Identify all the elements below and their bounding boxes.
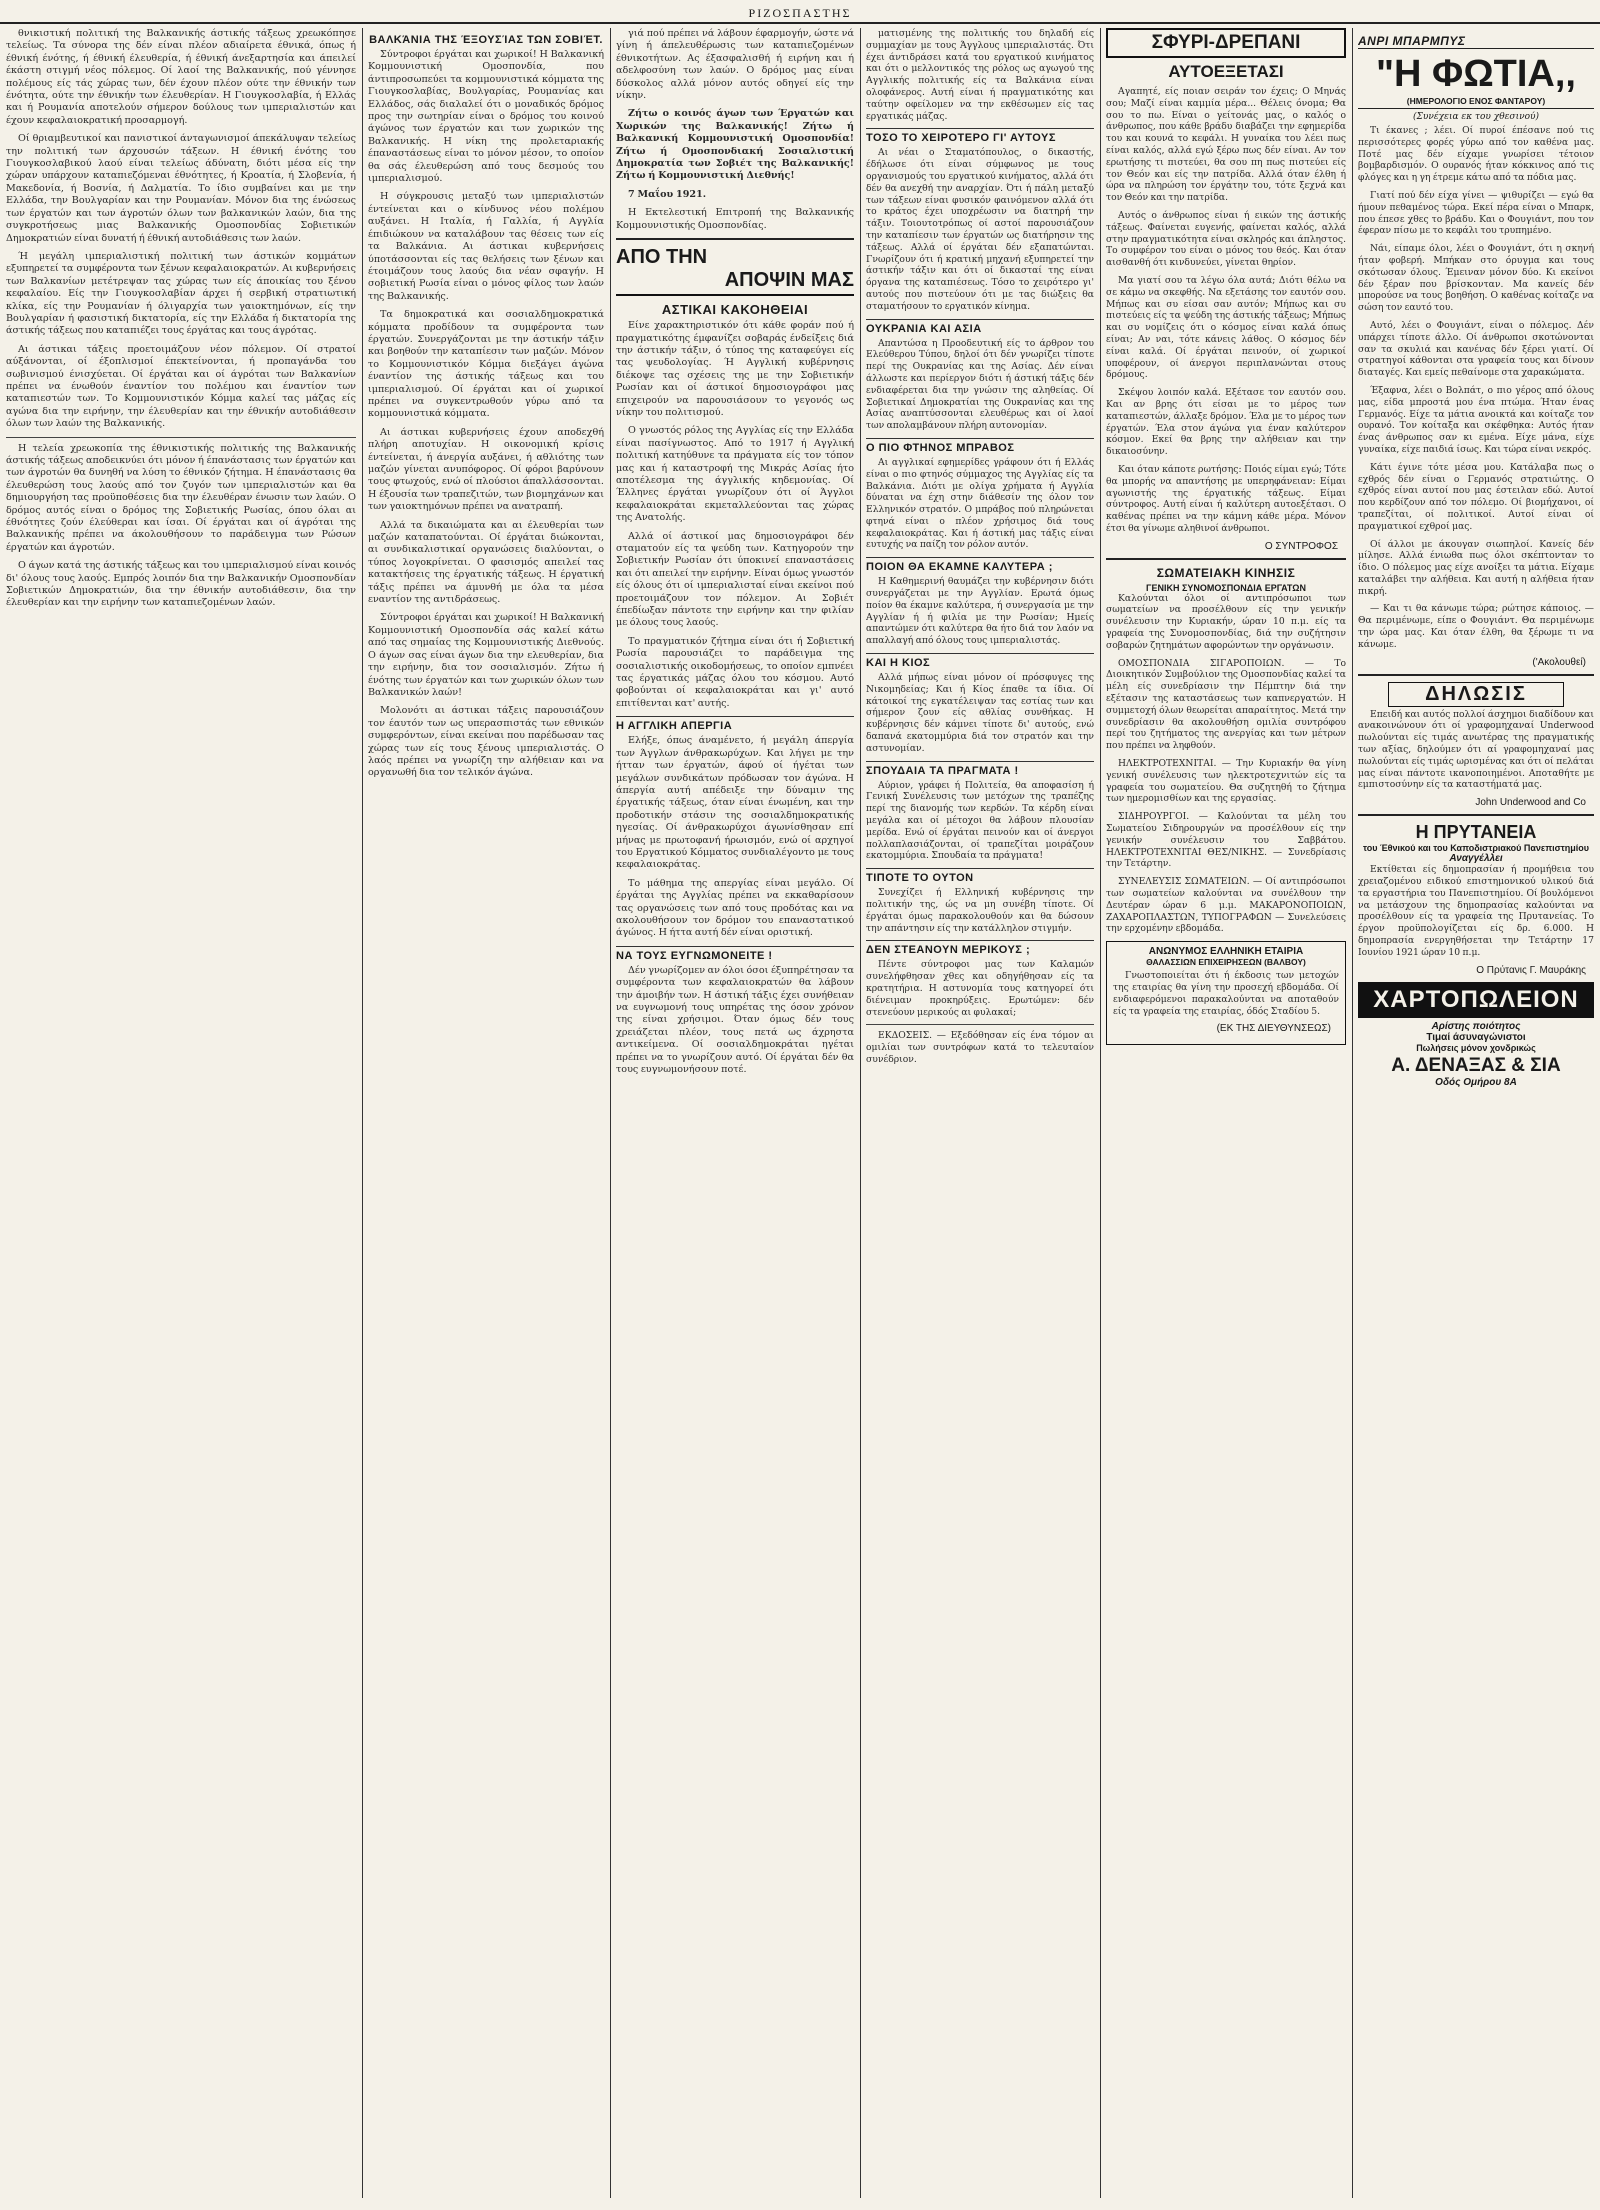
article-paragraph: θνικιστική πολιτική της Βαλκανικής άστικής τάξεως χρεωκόπησε τελείως. Τα σύνορα της δέν είναι πλέον αδιαίρετα έθνικά, όπως ή έθνική ένότης, ή έθνική έλευθερία, ή έθνική άνεξαρτησία και άπειλεί έκάστη στιγμή νέος πόλεμος. Οί λαοί της Βαλκανικής, πού γέννησε πολέμους είς τάς χώρας των, δέν έχουν πλέον ούτε την έθνικήν των ένότητα, ούτε την έθνικήν των έλευθερίαν. Η Γιουγκοσλαβία, ή Ελλάς και ή Ρουμανία αποτελούν σήμερον δούλους των ιμπεριαλιστών και έχουν κεφαλαιοκρατική προσαρμογή. (6, 28, 356, 126)
divider (616, 238, 854, 240)
notice-signature: John Underwood and Co (1475, 797, 1586, 809)
article-paragraph: γιά πού πρέπει νά λάβουν έφαρμογήν, ώστε νά γίνη ή άπελευθέρωσις των καταπιεζομένων έθνικοτήτων. Ας έξασφαλισθή ή ειρήνη και ή αδελφοσύνη των λαών. Ο δρόμος μας είναι δύσκολος αλλά μόνον αυτός οδηγεί είς την νίκην. (616, 28, 854, 102)
article-paragraph: ματισμένης της πολιτικής του δηλαδή είς συμμαχίαν με τους Άγγλους ιμπεριαλιστάς. Ότι έχει άντιδράσει κατά του εργατικού κινήματος και ότι ο μελλοντικός της ρόλος ως αγωγού της Αγγλικής πολιτικής είς τα Βαλκάνια είναι ολοφάνερος. Αυτή είναι ή πραγματικότης και ταύτην οφείλομεν να την εκθέσωμεν είς τας εργατικάς μάζας. (866, 28, 1094, 122)
article-heading: Η ΑΓΓΛΙΚΗ ΑΠΕΡΓΙΑ (616, 716, 854, 732)
ad-line: Πωλήσεις μόνον χονδρικώς (1416, 1042, 1536, 1053)
ad-text: Γνωστοποιείται ότι ή έκδοσις των μετοχών της εταιρίας θα γίνη την προσεχή εβδομάδα. Οί ενδιαφερόμενοι παρακαλούνται να αποταθούν είς τα γραφεία της εταιρίας, όδός Σταδίου 5. (1113, 970, 1339, 1017)
divider (6, 437, 356, 438)
ad-signature: (ΕΚ ΤΗΣ ΔΙΕΥΘΥΝΣΕΩΣ) (1216, 1023, 1331, 1035)
article-paragraph: Αγαπητέ, είς ποιαν σειράν τον έχεις; Ο Μηνάς σου; Μαζί είναι καμμία μέρα... Θέλεις όνομα; Θα σου το πω. Είναι ο γείτονάς μας, ο καλός ο άνθρωπος, που κάθε βράδυ διαβάζει την εφημερίδα του και κουνά το κεφάλι. Η γυναίκα του λέει πως είναι καλός, αλλά εγώ ξέρω πως δέν είναι. Αν τον ερωτήσης τι πιστεύει, θα σου πη πως πιστεύει είς τον Θεόν και είς την πατρίδα. Αλλά όταν έλθη ή ώρα να πληρώση τον έργάτην του, τότε ξεχνά και τον Θεόν και την πατρίδα. (1106, 86, 1346, 204)
ad-text: Εκτίθεται είς δημοπρασίαν ή προμήθεια του χρειαζομένου ειδικού επιστημονικού υλικού διά τα εργαστήρια του Πανεπιστημίου. Οί βουλόμενοι να μετάσχουν της δημοπρασίας καλούνται να προσέλθουν είς τα γραφεία της Πρυτανείας. Το έργον προϋπολογίζεται είς δρ. 6.000. Η δημοπρασία ενεργηθήσεται την Τετάρτην 17 Ιουνίου 1921 ώραν 10 π.μ. (1358, 864, 1594, 958)
column-4 (866, 28, 1094, 2198)
divider (1106, 558, 1346, 560)
column-rule (610, 28, 611, 2198)
article-heading: ΠΟΙΟΝ ΘΑ ΕΚΑΜΝΕ ΚΑΛΥΤΕΡΑ ; (866, 557, 1094, 573)
article-heading: ΚΑΙ Η ΚΙΟΣ (866, 653, 1094, 669)
column-rule (860, 28, 861, 2198)
article-paragraph: Νάι, είπαμε όλοι, λέει ο Φουγιάντ, ότι η σκηνή ήταν φοβερή. Μπήκαν στο όρυγμα και τους σκότωσαν όλους. Έμειναν μόνον δύο. Κι εκείνοι δέν ξέραν που βρίσκονταν. Μα κανείς δέν μπορούσε να τους βοηθήση. Ο καθένας κοίταζε να σώση τον εαυτό του. (1358, 243, 1594, 314)
column-rule (1352, 28, 1353, 2198)
article-paragraph: Το μάθημα της απεργίας είναι μεγάλο. Οί έργάται της Αγγλίας πρέπει να εκκαθαρίσουν τας οργανώσεις των από τους προδότας και να ακολουθήσουν τον δρόμον του επαναστατικού άγώνος. Η ήττα αυτή δέν είναι οριστική. (616, 877, 854, 939)
article-paragraph: — Και τι θα κάνωμε τώρα; ρώτησε κάποιος. — Θα περιμένωμε, είπε ο Φουγιάντ. Θα περιμένωμε την ώρα μας. Και όταν έλθη, θα ξέρωμε τι να κάνωμε. (1358, 603, 1594, 650)
serial-subtitle: (ΗΜΕΡΟΛΟΓΙΟ ΕΝΟΣ ΦΑΝΤΑΡΟΥ) (1358, 96, 1594, 109)
masthead-title: ΡΙΖΟΣΠΑΣΤΗΣ (748, 6, 852, 20)
divider (866, 1024, 1094, 1025)
article-paragraph: Σύντροφοι έργάται και χωρικοί! Η Βαλκανική Κομμουνιστική Ομοσπονδία, που άντιπροσωπεύει τα κομμουνιστικά κόμματα της Γιουγκοσλαβίας, Βουλγαρίας, Ρουμανίας και Ελλάδος, σάς διαλαλεί ότι ο μοναδικός δρόμος προς την σωτηρίαν είναι ο δρόμος του κοινού άγώνος των έργατών και των χωρικών της Βαλκανικής. Η νίκη της προλεταριακής έπαναστάσεως είναι το μόνον μέσον, το οποίον θα σάς έλευθερώση από τους δεσμούς του ιμπεριαλισμού. (368, 49, 604, 185)
article-paragraph: Ή μεγάλη ιμπεριαλιστική πολιτική των άστικών κομμάτων εξυπηρετεί τα συμφέροντα των ξένων κεφαλαιοκρατών. Αι κυβερνήσεις των Βαλκανίων μετέτρεψαν τας χώρας των είς άποικίας του ξένου κεφαλαίου. Είς την Γιουγκοσλαβίαν άρχει ή σερβική στρατιωτική κλίκα, είς την Ρουμανίαν ή όλιγαρχία των γαιοκτημόνων, είς την Βουλγαρίαν ή φασιστική δικτατορία, είς την Ελλάδα ή δικτατορία της άστικής τάξεως που καταπιέζει τους έργάτας και τους άγρότας. (6, 250, 356, 337)
masthead (0, 6, 1600, 24)
article-heading: ΓΕΝΙΚΗ ΣΥΝΟΜΟΣΠΟΝΔΙΑ ΕΡΓΑΤΩΝ (1146, 582, 1306, 593)
article-heading: ΣΠΟΥΔΑΙΑ ΤΑ ΠΡΑΓΜΑΤΑ ! (866, 761, 1094, 777)
section-subtitle: ΑΣΤΙΚΑΙ ΚΑΚΟΗΘΕΙΑΙ (661, 302, 809, 318)
article-paragraph: ΣΥΝΕΛΕΥΣΙΣ ΣΩΜΑΤΕΙΩΝ. — Οί αντιπρόσωποι των σωματείων καλούνται να συνέλθουν την Δευτέραν ώραν 6 μ.μ. ΜΑΚΑΡΟΝΟΠΟΙΩΝ, ΖΑΧΑΡΟΠΛΑΣΤΩΝ, ΤΥΠΟΓΡΑΦΩΝ — Συνελεύσεις την ερχομένην εβδομάδα. (1106, 876, 1346, 935)
article-paragraph: Αι άστικαι τάξεις προετοιμάζουν νέον πόλεμον. Οί στρατοί αύξάνονται, οί έξοπλισμοί έπεκτείνονται, ή προπαγάνδα του σωβινισμού ένισχύεται. Οί έργάται και οί άγρόται των Βαλκανίων πρέπει να ένωθούν έναντίον του πολέμου και έναντίον των καταπιεστών των. Το Κομμουνιστικόν Κόμμα καλεί τας μάζας είς αγώνα δια την ειρήνην, την έλευθερίαν και την έθνικήν αυτοδιάθεσιν όλων των λαών της Βαλκανικής. (6, 343, 356, 430)
ad-line: Τιμαί άσυναγώνιστοι (1426, 1031, 1526, 1043)
article-paragraph: Απαντώσα η Προοδευτική είς το άρθρον του Ελεύθερου Τύπου, δηλοί ότι δέν γνωρίζει τίποτε περί της Ουκρανίας και της Ασίας. Δέν είναι άλλωστε και περίεργον διότι ή άστική τάξις δέν ενδιαφέρεται δια την γνώσιν της αληθείας. Οί Σοβιετικαί Δημοκρατίαι της Ουκρανίας και της Ασίας αναπτύσσονται ελευθέρως και οί λαοί των απολαμβάνουν πλήρη αυτονομίαν. (866, 337, 1094, 432)
article-paragraph: Πέντε σύντροφοι μας των Καλαμών συνελήφθησαν χθες και οδηγήθησαν είς τα κρατητήρια. Η αστυνομία τους κατηγορεί ότι διένειμαν προκηρύξεις. Ερωτώμεν: δέν στενεύουν μερικούς αι φυλακαί; (866, 959, 1094, 1018)
manifesto-slogans: Ζήτω ο κοινός άγων των Έργατών και Χωρικών της Βαλκανικής! Ζήτω ή Βαλκανική Κομμουνιστική Ομοσπονδία! Ζήτω ή Ομοσπονδιακή Σοσιαλιστική Δημοκρατία των Σοβιέτ της Βαλκανικής! Ζήτω ή Κομμουνιστική Διεθνής! (616, 108, 854, 182)
article-paragraph: Αύριον, γράφει ή Πολιτεία, θα αποφασίση ή Γενική Συνέλευσις των μετόχων της τραπέζης περί της διανομής των κερδών. Τα κέρδη είναι μεγάλα και οί μέτοχοι θα λάβουν πλουσίαν μερίδα. Ενώ οί έργάται πεινούν και οί άνεργοι πολλαπλασιάζονται, οί τραπεζίται μοιράζουν εκατομμύρια. Σπουδαία τα πράγματα! (866, 779, 1094, 862)
article-paragraph: Η Καθημερινή θαυμάζει την κυβέρνησιν διότι συνεργάζεται με την Αγγλίαν. Ερωτά όμως ποίον θα έκαμνε καλύτερα, ή συνεργασία με την Αγγλίαν ή ή φιλία με την Ρωσίαν; Ημείς απαντώμεν ότι καλύτερα θα ήτο διά τον λαόν να απαλλαγή από όλους τους ιμπεριαλιστάς. (866, 576, 1094, 647)
divider (1358, 674, 1594, 676)
article-paragraph: Αλλά οί άστικοί μας δημοσιογράφοι δέν σταματούν είς τα ψεύδη των. Κατηγορούν την Σοβιετικήν Ρωσίαν ότι ύποκινεί επαναστάσεις και ότι απειλεί την ειρήνην. Είναι όμως γνωστόν είς όλους ότι οί ιμπεριαλισταί είναι εκείνοι πού προετοιμάζουν τον πόλεμον. Αι Σοβιέτ έπεδίωξαν πάντοτε την ειρήνην και την φιλίαν με όλους τους λαούς. (616, 530, 854, 629)
notice-title: ΔΗΛΩΣΙΣ (1388, 682, 1564, 707)
article-paragraph: Το πραγματικόν ζήτημα είναι ότι ή Σοβιετική Ρωσία παρουσιάζει το παράδειγμα της σοσιαλιστικής οικοδομήσεως, το οποίον εμπνέει τας έργατικάς μάζας όλου του κόσμου. Αυτό φοβούνται οί κεφαλαιοκράται και γι' αυτό επιτίθενται κατ' αυτής. (616, 635, 854, 709)
column-2 (368, 28, 604, 2198)
article-paragraph: Οί θριαμβευτικοί και πανιστικοί άνταγωνισμοί άπεκάλυψαν τελείως την πολιτική των άρχουσών τάξεων. Η έθνική ένότης του Γιουγκοσλαβικού λαού είναι τελείως άδύνατη, διότι μέσα είς την χώραν υπάρχουν καταπιεζόμεναι έθνότητες, ή Κροατία, ή Σλοβενία, ή Μακεδονία, ή Βοσνία, ή Δαλματία. Το ίδιο συμβαίνει και με την Ελλάδα, την Βουλγαρίαν και την Ρουμανίαν. Μόνον δια της ένώσεως των έργατών και των άγροτών όλων των βαλκανικών λαών, δια της συγκροτήσεως μιας Βαλκανικής Ομοσπονδίας Σοβιετικών Δημοκρατιών είναι δυνατή ή έθνική αυτοδιάθεσις των λαών. (6, 133, 356, 244)
article-paragraph: Δέν γνωρίζομεν αν όλοι όσοι έξυπηρέτησαν τα συμφέροντα των κεφαλαιοκρατών θα λάβουν την άμοιβήν των. Η άστική τάξις έχει συνήθειαν να ευγνωμονή τους υπηρέτας της όσον χρόνον της είναι χρήσιμοι. Όταν όμως δέν τους χρειάζεται πλέον, τους πετά ως άχρηστα αντικείμενα. Οί σοσιαλδημοκράται ηγέται πρέπει να το γνωρίζουν αυτό. Οί έργάται δέν θα τους ευγνωμονήσουν ποτέ. (616, 964, 854, 1076)
section-banner: ΣΦΥΡΙ-ΔΡΕΠΑΝΙ (1106, 28, 1346, 58)
article-paragraph: Η τελεία χρεωκοπία της έθνικιστικής πολιτικής της Βαλκανικής άστικής τάξεως αποδεικνύει ότι μόνον ή έπανάστασις των έργατών και των άγροτών θα δυνηθή να λύση το έθνικόν ζήτημα. Η έπανάστασις θα έλευθερώση τους λαούς από τον ζυγόν των ιμπεριαλιστών και θα δημιουργήση τας προϋποθέσεις δια την έλευθέραν ένωσιν των λαών. Ο δρόμος αυτός είναι ο δρόμος της Σοβιετικής Ρωσίας, όπου όλαι αι έθνότητες ζούν έλεύθεραι και ίσαι. Οί έργάται και οί άγρόται της Βαλκανικής πρέπει να άκολουθήσουν το παράδειγμα των Ρώσων έργατών και άγροτών. (6, 442, 356, 553)
article-paragraph: Η σύγκρουσις μεταξύ των ιμπεριαλιστών έντείνεται και ο κίνδυνος νέου πολέμου αυξάνει. Η Ιταλία, ή Γαλλία, ή Αγγλία έπιδιώκουν να καταλάβουν τας θέσεις των είς τα Βαλκάνια. Αι άστικαι κυβερνήσεις ύποτάσσονται είς τας θελήσεις των ξένων και έτοιμάζουν τους λαούς δια νέαν σφαγήν. Η σοβιετική Ρωσία είναι ο μόνος φίλος των λαών της Βαλκανικής. (368, 191, 604, 302)
article-paragraph: Κάτι έγινε τότε μέσα μου. Κατάλαβα πως ο εχθρός δέν είναι ο Γερμανός στρατιώτης. Ο εχθρός είναι αυτοί που μας έστειλαν εδώ. Αυτοί που κερδίζουν από τον πόλεμο. Οί βιομήχανοι, οί τραπεζίται, οί πολιτικοί. Αυτοί είναι οί πραγματικοί εχθροί μας. (1358, 461, 1594, 532)
column-3 (616, 28, 854, 2198)
article-title: ΑΥΤΟΕΞΕΤΑΣΙ (1168, 62, 1284, 81)
column-5 (1106, 28, 1346, 2198)
column-1 (6, 28, 356, 2198)
article-paragraph: ΣΙΔΗΡΟΥΡΓΟΙ. — Καλούνται τα μέλη του Σωματείου Σιδηρουργών να προσέλθουν είς την γενικήν συνέλευσιν του Σαββάτου. ΗΛΕΚΤΡΟΤΕΧΝΙΤΑΙ ΘΕΣ/ΝΙΚΗΣ. — Συνεδρίασις την Τετάρτην. (1106, 811, 1346, 870)
ad-subtitle: Αρίστης ποιότητος (1431, 1020, 1521, 1032)
section-title: ΑΠΟΨΙΝ ΜΑΣ (616, 269, 854, 296)
article-heading: ΤΟΣΟ ΤΟ ΧΕΙΡΟΤΕΡΟ ΓΙ' ΑΥΤΟΥΣ (866, 128, 1094, 144)
notice-text: Επειδή και αυτός πολλοί άσχημοι διαδίδουν και ανακοινώνουν ότι οί γραφομηχαναί Underwood πωλούνται είς τιμάς ανωτέρας της πραγματικής των αξίας, δηλούμεν ότι αί γραφομηχαναί μας πωλούνται είς τιμάς ωρισμένας και ότι οί πελάται μας είναι πάντοτε ικανοποιημένοι. Αποταθήτε με εμπιστοσύνην είς τα καταστήματά μας. (1358, 708, 1594, 791)
article-paragraph: ΗΛΕΚΤΡΟΤΕΧΝΙΤΑΙ. — Την Κυριακήν θα γίνη γενική συνέλευσις των ηλεκτροτεχνιτών είς τα γραφεία του σωματείου. Θα συζητηθή το ζήτημα των ημερομισθίων και της εργασίας. (1106, 758, 1346, 805)
ad-banner: ΧΑΡΤΟΠΩΛΕΙΟΝ (1358, 982, 1594, 1018)
article-paragraph: Ο γνωστός ρόλος της Αγγλίας είς την Ελλάδα είναι πασίγνωστος. Από το 1917 ή Αγγλική πολιτική κατηύθυνε τα πράγματα είς τον τόπον μας και ή καταστροφή της Μικράς Ασίας ήτο αποτέλεσμα της άγγλικής κηδεμονίας. Οί Έλληνες έργάται γνωρίζουν ότι οί Άγγλοι κεφαλαιοκράται εκμεταλλεύονται τας χώρας της Ανατολής. (616, 425, 854, 524)
article-paragraph: Αυτό, λέει ο Φουγιάντ, είναι ο πόλεμος. Δέν υπάρχει τίποτε άλλο. Οί άνθρωποι σκοτώνονται σαν τα σκυλιά και κανένας δέν ξέρει γιατί. Οί στρατηγοί κάθονται στα γραφεία τους και δίνουν διαταγές. Και εμείς πεθαίνομε στα χαρακώματα. (1358, 319, 1594, 379)
divider (1358, 814, 1594, 816)
article-paragraph: Αυτός ο άνθρωπος είναι ή εικών της άστικής τάξεως. Φαίνεται ευγενής, φαίνεται καλός, αλλά στην πραγματικότητα είναι σκληρός και άπληστος. Το συμφέρον του είναι ο μόνος του θεός. Και όταν αισθανθή ότι κινδυνεύει, γίνεται θηρίον. (1106, 209, 1346, 269)
article-paragraph: ΕΚΔΟΣΕΙΣ. — Εξεδόθησαν είς ένα τόμον αι ομιλίαι των συντρόφων κατά το τελευταίον συνέδριον. (866, 1030, 1094, 1065)
article-paragraph: ΟΜΟΣΠΟΝΔΙΑ ΣΙΓΑΡΟΠΟΙΩΝ. — Το Διοικητικόν Συμβούλιον της Ομοσπονδίας καλεί τα μέλη είς συνεδρίασιν την Πέμπτην διά την εξέτασιν της καταστάσεως των καπνεργατών. Η συμμετοχή όλων θεωρείται απαραίτητος. Μετά την συνεδρίασιν θα ακολουθήση ομιλία συντρόφου περί του ζητήματος της ανεργίας και των μέτρων που πρέπει να ληφθούν. (1106, 657, 1346, 752)
ad-company: Α. ΔΕΝΑΞΑΣ & ΣΙΑ (1391, 1054, 1561, 1076)
column-rule (1100, 28, 1101, 2198)
serial-continues: ('Ακολουθεί) (1532, 656, 1586, 668)
advertisement (1106, 941, 1346, 1045)
article-paragraph: Είνε χαρακτηριστικόν ότι κάθε φοράν πού ή πραγματικότης έμφανίζει σοβαράς ένδείξεις διά την άστικήν τάξιν, ό τύπος της καταφεύγει είς τας ψευδολογίας. Ή Αγγλική κυβέρνησις διέκοψε τας σχέσεις της με την Σοβιετικήν Ρωσίαν και οί άστικοί δημοσιογράφοι μας επιχειρούν να παρουσιάσουν το γεγονός ως νίκην του πολιτισμού. (616, 320, 854, 418)
serial-title: "Η ΦΩΤΙΑ,, (1375, 53, 1576, 95)
article-signature: Ο ΣΥΝΤΡΟΦΟΣ (1264, 540, 1338, 552)
article-paragraph: Ο άγων κατά της άστικής τάξεως και του ιμπεριαλισμού είναι κοινός δι' όλους τους λαούς. Εμπρός λοιπόν δια την Βαλκανικήν Ομοσπονδίαν Σοβιετικών Δημοκρατιών, δια την έθνικήν αυτοδιάθεσιν, δια την έλευθερίαν και την ειρήνην των καταπιεζομένων λαών. (6, 560, 356, 609)
column-6 (1358, 28, 1594, 2198)
ad-signature: Ο Πρύτανις Γ. Μαυράκης (1476, 964, 1586, 976)
article-paragraph: Σκέψου λοιπόν καλά. Εξέτασε τον εαυτόν σου. Και αν βρης ότι είσαι με το μέρος των καταπιεστών, άλλαξε δρόμον. Έλα με το μέρος των έργατών. Έλα στον άγώνα για έναν καλύτερον κόσμον. Εκεί θα βρης την αλήθειαν και την δικαιοσύνην. (1106, 387, 1346, 458)
article-paragraph: Μα γιατί σου τα λέγω όλα αυτά; Διότι θέλω να σε κάμω να σκεφθής. Να εξετάσης τον εαυτόν σου. Μήπως και συ είσαι σαν αυτόν; Μήπως και συ πιστεύεις είς τα ψεύδη της άστικής τάξεως; Μήπως και συ νομίζεις ότι ο κόσμος είναι καλά όπως είναι; Αν ναι, τότε κάνεις λάθος. Ο κόσμος δέν είναι καλά. Οί έργάται πεινούν, οί χωρικοί υποφέρουν, οί άνεργοι περιπλανώνται στους δρόμους. (1106, 274, 1346, 381)
article-paragraph: Αι νέαι ο Σταματόπουλος, ο δικαστής, έδήλωσε ότι είναι σύμφωνος με τους οργανισμούς του εργατικού κινήματος, αλλά ότι δέν θα ανεχθή την αναρχίαν. Ότι ή πάλη μεταξύ των τάξεων είναι φυσικόν φαινόμενον αλλά ότι το κράτος έχει υποχρέωσιν να διατηρή την τάξιν. Τοιουτοτρόπως οί αστοί παρουσιάζουν την καταπίεσιν των έργατών ως διατήρησιν της τάξεως. Αλλά οί έργάται δέν εξαπατώνται. Γνωρίζουν ότι ή κρατική μηχανή εξυπηρετεί την άστικήν τάξιν και ότι οί δικασταί της είναι όργανα της καταπιέσεως. Τόσο το χειρότερο γι' αυτούς που πιστεύουν ότι με τας διώξεις θα σταματήσουν το εργατικόν κίνημα. (866, 147, 1094, 312)
ad-title: Η ΠΡΥΤΑΝΕΙΑ (1415, 822, 1537, 843)
article-paragraph: Τα δημοκρατικά και σοσιαλδημοκρατικά κόμματα προδίδουν τα συμφέροντα των έργατών. Συνεργάζονται με την άστικήν τάξιν και βοηθούν την καταπίεσιν των μαζών. Μόνον το Κομμουνιστικόν Κόμμα διεξάγει άγώνα έναντίον της άστικής τάξεως και του ιμπεριαλισμού. Οί έργάται και οί χωρικοί πρέπει να συγκεντρωθούν γύρω από τα κομμουνιστικά κόμματα. (368, 309, 604, 420)
article-paragraph: Καλούνται όλοι οί αντιπρόσωποι των σωματείων να προσέλθουν είς την γενικήν συνέλευσιν την Κυριακήν, ώραν 10 π.μ. είς τα γραφεία της Συνομοσπονδίας, διά την συζήτησιν σοβαρών ζητημάτων αφορώντων την οργάνωσιν. (1106, 592, 1346, 651)
section-heading: ΣΩΜΑΤΕΙΑΚΗ ΚΙΝΗΣΙΣ (1156, 565, 1296, 580)
manifesto-date: 7 Μαΐου 1921. (628, 188, 707, 200)
article-heading: ΒΑΛΚΆΝΙΑ ΤΗΣ ΈΞΟΥΣΊΑΣ ΤΩΝ ΣΟΒΙΈΤ. (369, 34, 603, 46)
article-heading: ΔΕΝ ΣΤΕΑΝΟΥΝ ΜΕΡΙΚΟΥΣ ; (866, 940, 1094, 956)
article-paragraph: Αλλά μήπως είναι μόνον οί πρόσφυγες της Νικομηδείας; Και ή Κίος έπαθε τα ίδια. Οί κάτοικοί της εγκατέλειψαν τας εστίας των και σήμερον ζουν είς αθλίας συνθήκας. Η κυβέρνησις δέν κάμνει τίποτε δι' αυτούς, ενώ δαπανά εκατομμύρια διά τον στρατόν και την αστυνομίαν. (866, 672, 1094, 754)
manifesto-signature: Η Εκτελεστική Επιτροπή της Βαλκανικής Κομμουνιστικής Ομοσπονδίας. (616, 207, 854, 231)
article-heading: ΤΙΠΟΤΕ ΤΟ ΟΥΤΟΝ (866, 868, 1094, 884)
article-paragraph: Σύντροφοι έργάται και χωρικοί! Η Βαλκανική Κομμουνιστική Ομοσπονδία σάς καλεί κάτω από τας σημαίας της Κομμουνιστικής Διεθνούς. Ο άγων σας είναι άγων δια την ελευθερίαν, δια την ειρήνην, δια τον σοσιαλισμόν. Ζήτω ή ένότης των έργατών και των χωρικών όλων των Βαλκανικών λαών! (368, 612, 604, 698)
column-rule (362, 28, 363, 2198)
ad-line: Αναγγέλλει (1449, 853, 1503, 865)
section-title-top: ΑΠΟ ΤΗΝ (616, 246, 708, 269)
article-paragraph: Τι έκανες ; λέει. Οί πυροί έπέσανε πού τις περισσότερες φορές γύρω από τον καθένα μας. Ποτέ μας δέν είχαμε γνωρίσει τέτοιον βομβαρδισμόν. Ο ουρανός ήταν κόκκινος από τις φλόγες και η γη έτρεμε κάτω από τα πόδια μας. (1358, 125, 1594, 184)
article-paragraph: Έξαφνα, λέει ο Βολπάτ, ο πιο γέρος από όλους μας, είδα μπροστά μου ένα πτώμα. Ήταν ένας Γερμανός. Είχε τα μάτια ανοικτά και κοίταζε τον ουρανό. Τον κοίταξα και σκέφθηκα: Αυτός ήταν ένας άνθρωπος σαν κι εμένα. Είχε μάνα, είχε γυναίκα, είχε παιδιά ίσως. Και τώρα είναι νεκρός. (1358, 384, 1594, 455)
article-heading: Ο ΠΙΟ ΦΤΗΝΟΣ ΜΠΡΑΒΟΣ (866, 438, 1094, 454)
article-paragraph: Αι άστικαι κυβερνήσεις έχουν αποδεχθή πλήρη αποτυχίαν. Η οικονομική κρίσις έντείνεται, ή άνεργία αυξάνει, ή αθλιότης των μαζών γίνεται ανυπόφορος. Οί φόροι βαρύνουν τους φτωχούς, ενώ οί πλούσιοι άπαλλάσσονται. Η έξουσία των τραπεζιτών, των βιομηχάνων και των γαιοκτημόνων πρέπει να ανατραπή. (368, 426, 604, 513)
article-heading: ΝΑ ΤΟΥΣ ΕΥΓΝΩΜΟΝΕΙΤΕ ! (616, 946, 854, 962)
ad-subtitle: ΘΑΛΑΣΣΙΩΝ ΕΠΙΧΕΙΡΗΣΕΩΝ (ΒΑΛΒΟΥ) (1146, 957, 1306, 968)
article-paragraph: Μολονότι αι άστικαι τάξεις παρουσιάζουν τον έαυτόν των ως υπερασπιστάς των εθνικών συμφερόντων, είναι εκείναι που παρέδωσαν τας χώρας των είς τους ξένους ιμπεριαλιστάς. Ο λαός πρέπει να γνωρίζη την αλήθειαν και να οργανωθή δια τον τελικόν άγώνα. (368, 705, 604, 779)
ad-subtitle: του Έθνικού και του Καποδιστριακού Πανεπιστημίου (1362, 843, 1590, 854)
article-paragraph: Αλλά τα δικαιώματα και αι έλευθερίαι των μαζών καταπατούνται. Οί έργάται διώκονται, αι συνδικαλιστικαί οργανώσεις διαλύονται, ο τύπος λογοκρίνεται. Ο φασισμός απειλεί τας κατακτήσεις της έργατικής τάξεως. Η έργατική τάξις πρέπει να άμυνθή με όλα τα μέσα εναντίον της αντιδράσεως. (368, 519, 604, 606)
article-paragraph: Αι αγγλικαί εφημερίδες γράφουν ότι ή Ελλάς είναι ο πιο φτηνός σύμμαχος της Αγγλίας είς τα Βαλκάνια. Διότι με ολίγα χρήματα ή Αγγλία δύναται να έχη στην διάθεσίν της όλον τον Ελληνικόν στρατόν. Ο μπράβος πού πληρώνεται φτηνά είναι ο πλέον χρήσιμος διά τους κεφαλαιοκράτας. Και ή άστική μας τάξις είναι ευτυχής να παίζη τον ρόλον αυτόν. (866, 456, 1094, 551)
article-heading: ΟΥΚΡΑΝΙΑ ΚΑΙ ΑΣΙΑ (866, 319, 1094, 335)
serial-continued: (Συνέχεια εκ του χθεσινού) (1413, 112, 1539, 122)
article-paragraph: Συνεχίζει ή Ελληνική κυβέρνησις την πολιτικήν της, ώς να μη συνέβη τίποτε. Οί έργάται όμως παρακολουθούν και θα δώσουν την απάντησιν είς την κατάλληλον στιγμήν. (866, 887, 1094, 934)
ad-address: Οδός Ομήρου 8Α (1435, 1076, 1517, 1088)
article-paragraph: Και όταν κάποτε ρωτήσης: Ποιός είμαι εγώ; Τότε θα μπορής να απαντήσης με υπερηφάνειαν: Είμαι αγωνιστής της έργατικής τάξεως. Είμαι σύντροφος. Αυτή είναι ή καλύτερη αυτοεξέτασι. Ο καθένας πρέπει να την κάμνη κάθε μέρα. Μόνον έτσι θα γίνωμε αληθινοί άνθρωποι. (1106, 463, 1346, 534)
article-paragraph: Οί άλλοι με άκουγαν σιωπηλοί. Κανείς δέν μίλησε. Αλλά ένιωθα πως όλοι σκέπτονταν το ίδιο. Ο πόλεμος μας είχε ανοίξει τα μάτια. Είχαμε καταλάβει την αλήθεια. Και αυτή η αλήθεια ήταν πικρή. (1358, 538, 1594, 597)
article-paragraph: Γιατί πού δέν είχα γίνει — ψιθυρίζει — εγώ θα ήμουν πεθαμένος τώρα. Εκεί πέρα είναι ο Μπαρκ, που έπεσε χθες το βράδυ. Και ο Φουγιάντ, που τον έφεραν πίσω με το κεφάλι του τρυπημένο. (1358, 189, 1594, 237)
article-paragraph: Ελήξε, όπως άναμένετο, ή μεγάλη άπεργία των Άγγλων άνθρακωρύχων. Και λήγει με την ήτταν των έργατών, άφού οί ήγέται των μεγάλων συνδικάτων πρόδωσαν τον άγώνα. Η άπεργία αυτή απέδειξε την δύναμιν της έργατικής τάξεως, όταν είναι ένωμένη, και την προδοτικήν στάσιν της σοσιαλδημοκρατικής ηγεσίας. Οί άνθρακωρύχοι άγωνίσθησαν επί μήνας με πρωτοφανή ήρωισμόν, ενώ οί αρχηγοί του Εργατικού Κόμματος συνδιαλέγοντο με τους κεφαλαιοκράτας. (616, 735, 854, 871)
ad-title: ΑΝΩΝΥΜΟΣ ΕΛΛΗΝΙΚΗ ΕΤΑΙΡΙΑ (1148, 946, 1304, 958)
serial-author: ΑΝΡΙ ΜΠΑΡΜΠΥΣ (1358, 34, 1594, 49)
